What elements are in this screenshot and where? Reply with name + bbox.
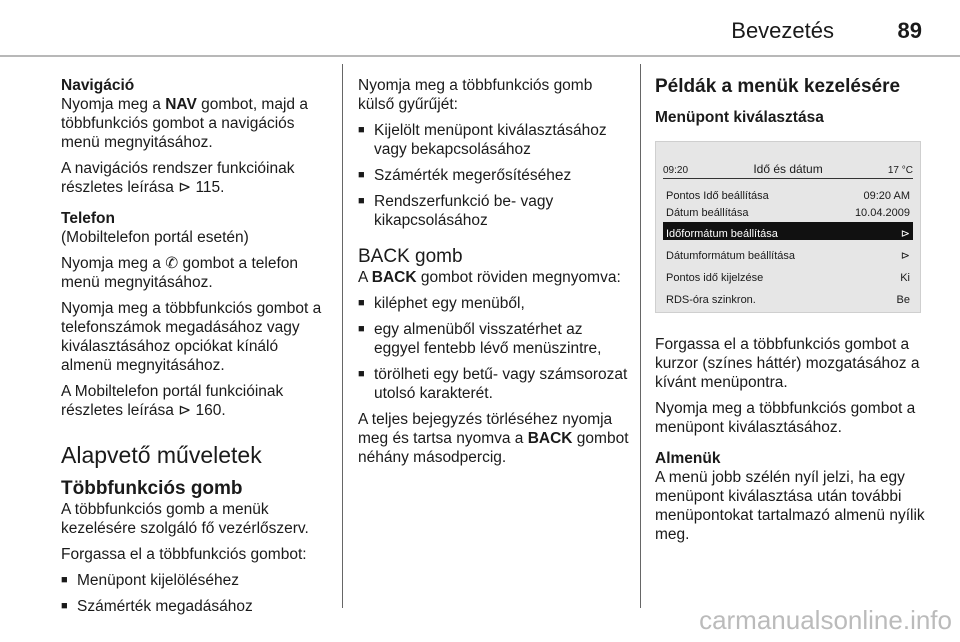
submenu-title: Almenük (655, 450, 721, 467)
nav-title: Navigáció (61, 77, 135, 94)
list-item: ■ Kijelölt menüpont kiválasztásához vagy bekapcsolásához (358, 121, 630, 159)
press-paragraph: Nyomja meg a többfunkciós gombot a menüpont kiválasztásához. (655, 400, 916, 436)
ring-paragraph: Nyomja meg a többfunkciós gomb külső gyűrűjét: (358, 77, 593, 113)
list-item: ■ Számérték megerősítéséhez (358, 166, 630, 185)
bullet-list (61, 571, 327, 616)
submenu-arrow-icon: ⊳ (900, 228, 910, 240)
menu-row[interactable] (663, 266, 913, 284)
list-item: ■ törölheti egy betű- vagy számsorozat utolsó karakterét. (358, 365, 630, 403)
tel-paragraph: Nyomja meg a ✆ gombot a telefon menü megnyitásához. (61, 255, 298, 291)
menu-row-label: Pontos idő kijelzése (666, 272, 764, 284)
examples-title: Példák a menük kezelésére (655, 76, 901, 97)
text: gombot néhány másodpercig. (358, 430, 629, 466)
back-title: BACK gomb (358, 246, 463, 267)
menu-row[interactable] (663, 201, 913, 219)
column-1 (61, 76, 327, 623)
back-hold-paragraph (358, 410, 630, 467)
column-divider (640, 64, 641, 608)
multi-title: Többfunkciós gomb (61, 478, 243, 499)
menu-row-label: RDS-óra szinkron. (666, 294, 756, 306)
select-subtitle: Menüpont kiválasztása (655, 109, 824, 126)
menu-row-label: Dátum beállítása (666, 207, 749, 219)
tel-note: (Mobiltelefon portál esetén) (61, 229, 249, 246)
text: gombot, majd a többfunkciós gombot a navigációs menü megnyitásához. (61, 96, 308, 151)
menu-row-selected[interactable] (663, 222, 913, 240)
tel-title: Telefon (61, 210, 115, 227)
display-screenshot (655, 141, 921, 313)
menu-row-value: 10.04.2009 (854, 207, 910, 219)
page-title: Bevezetés (731, 18, 834, 43)
menu-row[interactable] (663, 288, 913, 306)
list-item: ■ kiléphet egy menüből, (358, 294, 630, 313)
menu-row-label: Pontos Idő beállítása (666, 190, 769, 202)
list-item: ■ Számérték megadásához (61, 597, 327, 616)
nav-paragraph (61, 95, 327, 152)
screen-clock: 09:20 (663, 165, 689, 176)
bullet-list (358, 294, 630, 403)
multi-paragraph: A többfunkciós gomb a menük kezelésére szolgáló fő vezérlőszerv. (61, 501, 309, 537)
page-number: 89 (897, 18, 922, 43)
column-3 (655, 76, 925, 551)
list-item: ■ Menüpont kijelöléséhez (61, 571, 327, 590)
menu-row-label: Időformátum beállítása (666, 228, 778, 240)
menu-row-label: Dátumformátum beállítása (666, 250, 795, 262)
screen-temp: 17 °C (887, 165, 913, 176)
screen-titlebar (663, 158, 913, 176)
text: gombot röviden megnyomva: (416, 269, 621, 286)
watermark: carmanualsonline.info (699, 605, 952, 635)
menu-row-value: 09:20 AM (863, 190, 910, 202)
menu-row[interactable] (663, 184, 913, 202)
nav-key: NAV (165, 96, 197, 113)
submenu-arrow-icon: ⊳ (900, 250, 910, 262)
back-key: BACK (527, 430, 573, 447)
screen-divider (663, 178, 913, 179)
submenu-paragraph: A menü jobb szélén nyíl jelzi, ha egy menüpont kiválasztása után további menüpontokat tartalmazó almenü nyílik meg. (655, 469, 925, 543)
section-heading: Alapvető műveletek (61, 442, 262, 468)
bullet-list (358, 121, 630, 230)
multi-paragraph: Forgassa el a többfunkciós gombot: (61, 546, 307, 563)
tel-paragraph: Nyomja meg a többfunkciós gombot a telefonszámok megadásához vagy kiválasztásához opciókat kínáló almenü megnyitásához. (61, 300, 322, 374)
tel-ref: A Mobiltelefon portál funkcióinak részletes leírása ⊳ 160. (61, 383, 284, 419)
header-rule (0, 55, 960, 57)
back-key: BACK (371, 269, 417, 286)
column-2 (358, 76, 630, 474)
text: Nyomja meg a (61, 96, 166, 113)
text: A teljes bejegyzés törléséhez nyomja meg és tartsa nyomva a (358, 411, 613, 447)
menu-row-value: Ki (900, 272, 910, 284)
text: A (358, 269, 372, 286)
back-paragraph (358, 268, 630, 287)
menu-row[interactable] (663, 244, 913, 262)
menu-row-value: Be (896, 294, 910, 306)
rotate-paragraph: Forgassa el a többfunkciós gombot a kurzor (színes háttér) mozgatásához a kívánt menüpontra. (655, 336, 920, 391)
list-item: ■ egy almenüből visszatérhet az eggyel fentebb lévő menüszintre, (358, 320, 630, 358)
page-header (0, 18, 922, 48)
screen-title: Idő és dátum (753, 162, 823, 176)
list-item: ■ Rendszerfunkció be- vagy kikapcsolásához (358, 192, 630, 230)
column-divider (342, 64, 343, 608)
nav-ref: A navigációs rendszer funkcióinak részletes leírása ⊳ 115. (61, 160, 295, 196)
